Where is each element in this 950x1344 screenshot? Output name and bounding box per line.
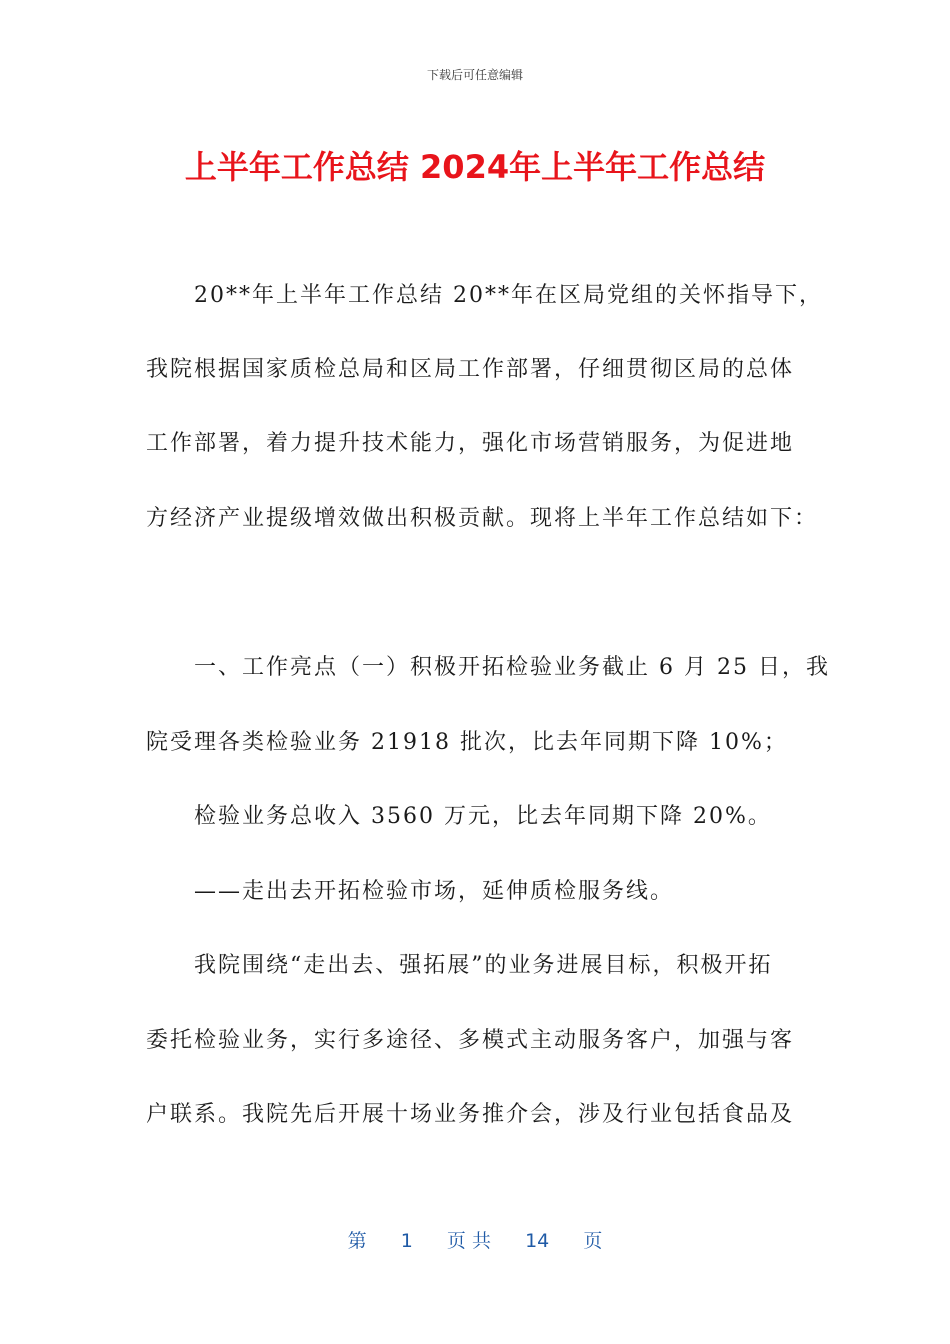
document-title: 上半年工作总结 2024年上半年工作总结 xyxy=(184,148,766,186)
page-footer xyxy=(0,1226,950,1253)
page-mid: 页 共 xyxy=(446,1230,491,1252)
page-prefix: 第 xyxy=(347,1230,367,1252)
body-line: 检验业务总收入 3560 万元，比去年同期下降 20%。 xyxy=(146,804,772,829)
body-line: 户联系。我院先后开展十场业务推介会，涉及行业包括食品及 xyxy=(146,1102,795,1127)
body-line: 院受理各类检验业务 21918 批次，比去年同期下降 10%； xyxy=(146,730,788,755)
page-current: 1 xyxy=(400,1230,413,1252)
body-line: ——走出去开拓检验市场，延伸质检服务线。 xyxy=(146,879,675,904)
body-line: 20**年上半年工作总结 20**年在区局党组的关怀指导下， xyxy=(146,283,823,308)
body-line: 方经济产业提级增效做出积极贡献。现将上半年工作总结如下： xyxy=(146,506,819,531)
body-line: 委托检验业务，实行多途径、多模式主动服务客户，加强与客 xyxy=(146,1028,795,1053)
body-line: 我院围绕“走出去、强拓展”的业务进展目标，积极开拓 xyxy=(146,953,773,978)
page-suffix: 页 xyxy=(583,1230,603,1252)
body-line: 工作部署，着力提升技术能力，强化市场营销服务，为促进地 xyxy=(146,431,795,456)
header-note: 下载后可任意编辑 xyxy=(426,68,523,82)
body-line: 我院根据国家质检总局和区局工作部署，仔细贯彻区局的总体 xyxy=(146,357,795,382)
body-line: 一、工作亮点（一）积极开拓检验业务截止 6 月 25 日，我 xyxy=(146,655,830,680)
page-total: 14 xyxy=(525,1230,550,1252)
